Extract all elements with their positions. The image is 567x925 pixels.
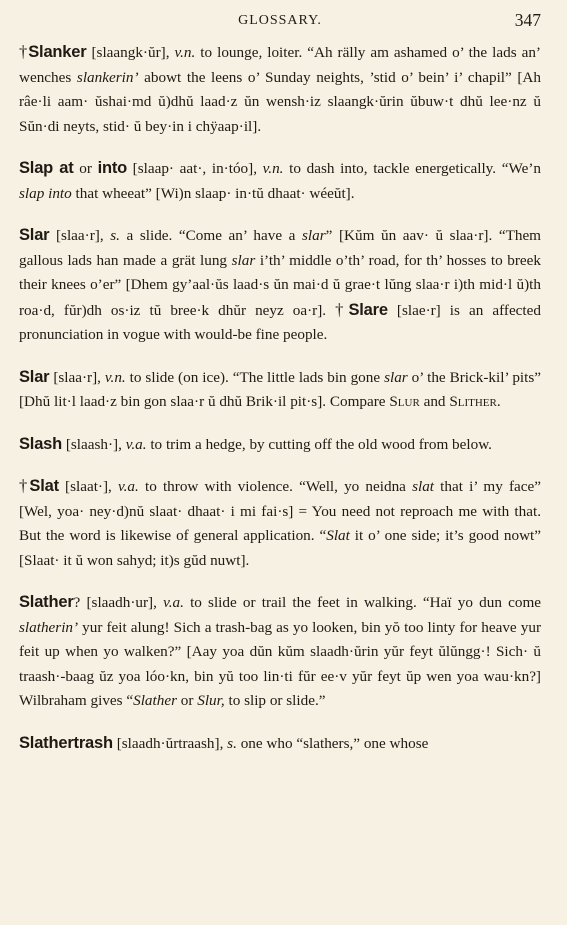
entry-slathertrash: Slathertrash [slaadh·ŭrtraash], s. one who “slathers,” one whose: [19, 733, 429, 752]
headword: Slash: [19, 434, 63, 453]
headword: †Slanker: [19, 42, 87, 61]
entry-slat: †Slat [slaat·], v.a. to throw with violence. “Well, yo neidna slat that i’ my face” [Wel, yoa· ney·d)nŭ slaat· dhaat· i mi fai·s] = You need not reproach me with that. But the word is likewise of general application. “Slat it o’ one side; it’s good nowt” [Slaat· it ŭ won sahyd; it)s gŭd nuwt].: [19, 476, 541, 569]
entry-slar-verb: Slar [slaa·r], v.n. to slide (on ice). “The little lads bin gone slar o’ the Brick-kil’ pits” [Dhŭ lit·l laad·z bin gon slaa·r ŭ dhŭ Brik·il pit·s]. Compare Slur and Slither.: [19, 367, 541, 410]
headword: Slar: [19, 367, 50, 386]
headword: Slathertrash: [19, 733, 113, 752]
headword-slare: †Slare: [335, 299, 388, 319]
headword: Slap at: [19, 159, 74, 177]
cross-reference: Slur: [389, 393, 420, 410]
entry-slar-noun: Slar [slaa·r], s. a slide. “Come an’ have a slar” [Kŭm ŭn aav· ŭ slaa·r]. “Them gallous lads han made a grät lung slar i’th’ middle o’th’ road, for th’ hosses to breek their knees o’er” [Dhem gy’aal·ŭs laad·s ŭn mai·d ŭ grae·t lŭng slaa·r i)th mid·l ŭ)th roa·d, fŭr)dh os·iz tŭ bree·k dhŭr neyz oa·r]. †Slare [slae·r] is an affected pronunciation in vogue with would-be fine people.: [19, 226, 541, 343]
headword-alt: into: [97, 159, 127, 177]
entry-slanker: †Slanker [slaangk·ŭr], v.n. to lounge, loiter. “Ah rälly am ashamed o’ the lads an’ wenches slankerin’ abowt the leens o’ Sunday neights, ’stid o’ bein’ i’ chapil” [Ah râe·li aam· ŭshai·md ŭ)dhŭ laad·z ŭn wensh·iz slaangk·ŭrin ŭbuw·t dhŭ lee·nz ŭ Sŭn·di neyts, stid· ŭ bey·in i chÿaap·il].: [19, 42, 541, 135]
entry-slash: Slash [slaash·], v.a. to trim a hedge, by cutting off the old wood from below.: [19, 434, 492, 453]
headword: †Slat: [19, 476, 59, 495]
entry-slap-at: Slap at or into [slaap· aat·, in·tóo], v.n. to dash into, tackle energetically. “We’n slap into that wheeat” [Wi)n slaap· in·tŭ dhaat· wéeŭt].: [19, 159, 542, 202]
running-header: [19, 10, 541, 40]
page-number: 347: [514, 10, 541, 30]
running-title: GLOSSARY.: [238, 13, 322, 28]
entry-slather: Slather? [slaadh·ur], v.a. to slide or trail the feet in walking. “Haï yo dun come slatherin’ yur feit alung! Sich a trash-bag as yo looken, bin yŏ too linty for heave yur feit up when yo walken?” [Aay yoa dŭn kŭm slaadh·ŭrin yŭr feyt ŭlŭngg·! Sich· ŭ traash·-baag ŭz yoa lóo·kn, bin yŭ too lin·ti fŭr ee·v yŭr feyt ŭp wen yoa wau·kn?] Wilbraham gives “Slather or Slur, to slip or slide.”: [19, 593, 541, 709]
headword: Slar: [19, 226, 50, 244]
cross-reference: Slither: [449, 393, 497, 410]
headword: Slather: [19, 593, 74, 611]
